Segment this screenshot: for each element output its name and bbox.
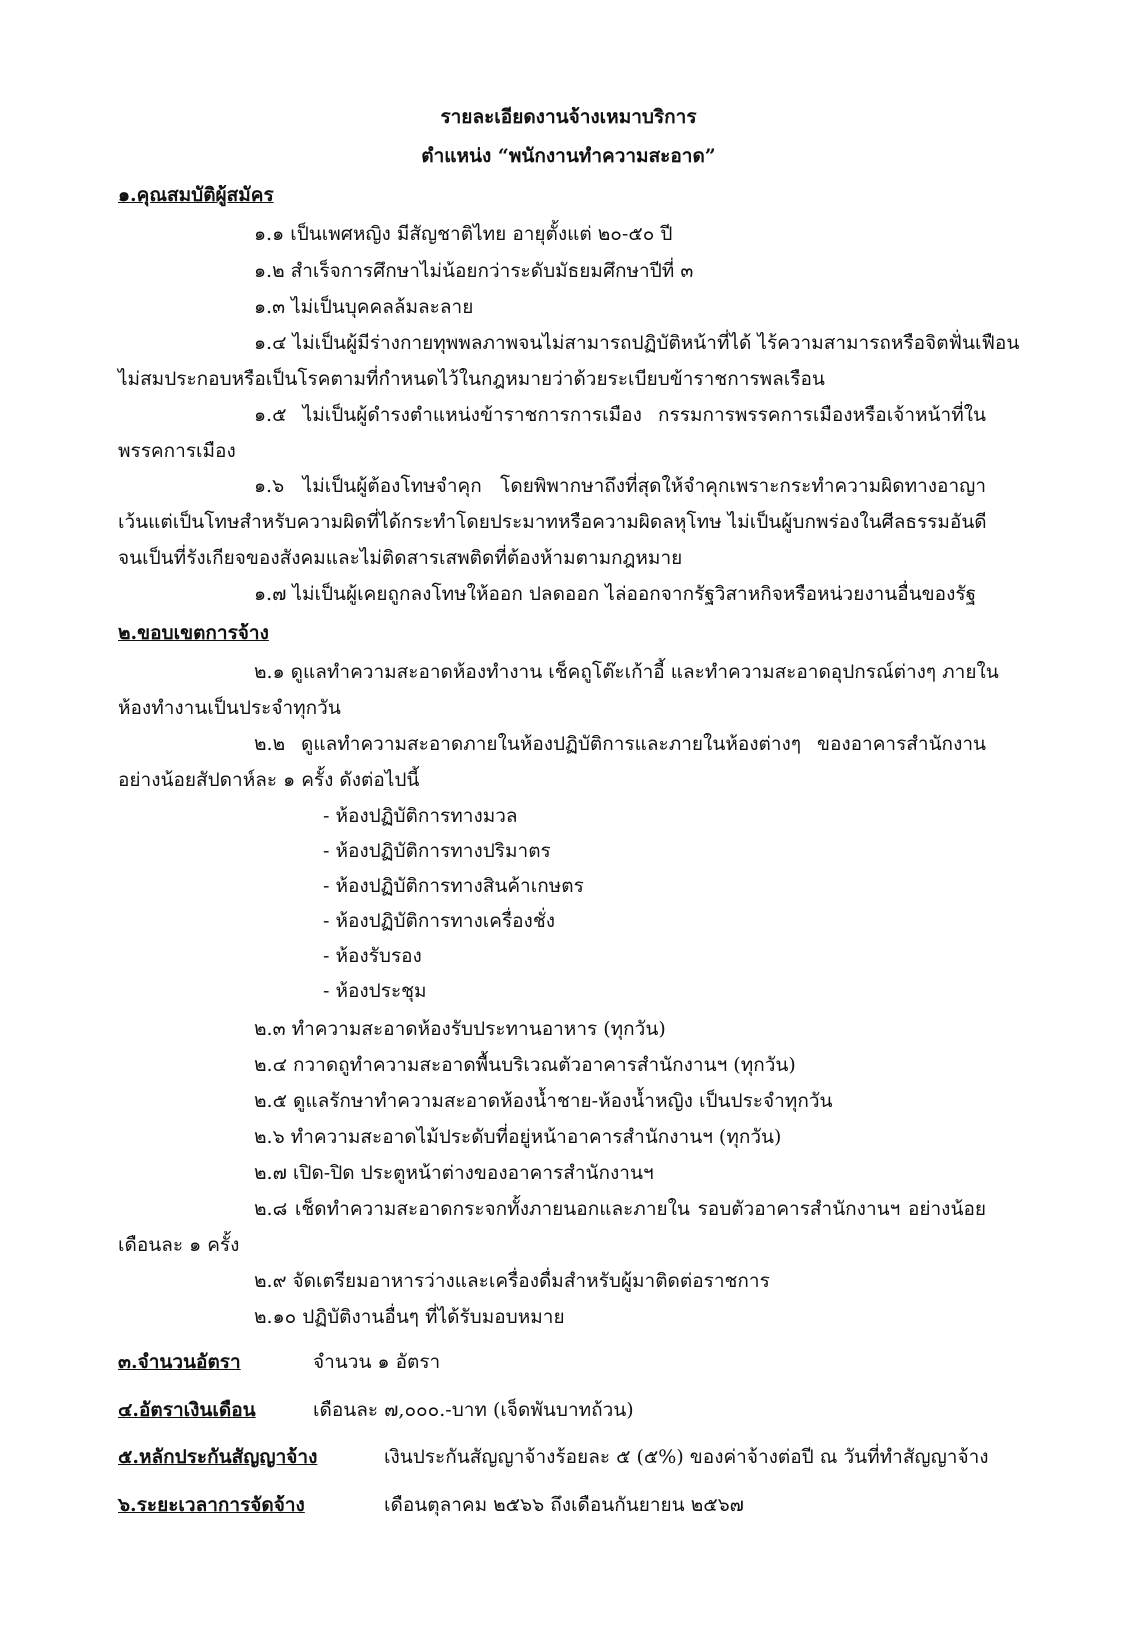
section6-heading: ๖.ระยะเวลาการจัดจ้าง	[118, 1494, 305, 1516]
section2-item: ๒.๒ ดูแลทำความสะอาดภายในห้องปฏิบัติการและภายในห้องต่างๆ ของอาคารสำนักงาน	[254, 733, 986, 755]
room-list-item: - ห้องประชุม	[323, 980, 427, 1002]
section2-item-continued: ห้องทำงานเป็นประจำทุกวัน	[118, 697, 341, 719]
section1-item: ๑.๒ สำเร็จการศึกษาไม่น้อยกว่าระดับมัธยมศึกษาปีที่ ๓	[254, 260, 694, 282]
salary-value: เดือนละ ๗,๐๐๐.-บาท (เจ็ดพันบาทถ้วน)	[313, 1399, 634, 1421]
section1-item: ๑.๑ เป็นเพศหญิง มีสัญชาติไทย อายุตั้งแต่ ๒๐-๕๐ ปี	[254, 223, 673, 245]
section1-item: ๑.๔ ไม่เป็นผู้มีร่างกายทุพพลภาพจนไม่สามารถปฏิบัติหน้าที่ได้ ไร้ความสามารถหรือจิตฟั่นเฟือน	[254, 332, 1020, 354]
section1-heading: ๑.คุณสมบัติผู้สมัคร	[118, 184, 274, 206]
section5-heading: ๕.หลักประกันสัญญาจ้าง	[118, 1446, 318, 1468]
section2-item: ๒.๑ ดูแลทำความสะอาดห้องทำงาน เช็คถูโต๊ะเก้าอี้ และทำความสะอาดอุปกรณ์ต่างๆ ภายใน	[254, 661, 999, 683]
room-list-item: - ห้องปฏิบัติการทางสินค้าเกษตร	[323, 875, 584, 897]
section2-item: ๒.๗ เปิด-ปิด ประตูหน้าต่างของอาคารสำนักงานฯ	[254, 1162, 654, 1184]
section2-item: ๒.๔ กวาดถูทำความสะอาดพื้นบริเวณตัวอาคารสำนักงานฯ (ทุกวัน)	[254, 1054, 796, 1076]
contract-guarantee-value: เงินประกันสัญญาจ้างร้อยละ ๕ (๕%) ของค่าจ้างต่อปี ณ วันที่ทำสัญญาจ้าง	[384, 1446, 989, 1468]
room-list-item: - ห้องปฏิบัติการทางมวล	[323, 805, 518, 827]
document-subtitle: ตำแหน่ง “พนักงานทำความสะอาด”	[421, 145, 716, 167]
room-list-item: - ห้องปฏิบัติการทางเครื่องชั่ง	[323, 910, 556, 932]
section3-heading: ๓.จำนวนอัตรา	[118, 1351, 241, 1373]
section2-item: ๒.๓ ทำความสะอาดห้องรับประทานอาหาร (ทุกวัน)	[254, 1018, 666, 1040]
section2-item: ๒.๑๐ ปฏิบัติงานอื่นๆ ที่ได้รับมอบหมาย	[254, 1306, 565, 1328]
document-title: รายละเอียดงานจ้างเหมาบริการ	[440, 106, 697, 128]
section1-item: ๑.๓ ไม่เป็นบุคคลล้มละลาย	[254, 296, 474, 318]
section2-heading: ๒.ขอบเขตการจ้าง	[118, 622, 269, 644]
section2-item: ๒.๙ จัดเตรียมอาหารว่างและเครื่องดื่มสำหรับผู้มาติดต่อราชการ	[254, 1270, 770, 1292]
contract-period-value: เดือนตุลาคม ๒๕๖๖ ถึงเดือนกันยายน ๒๕๖๗	[384, 1494, 744, 1516]
section2-item-continued: อย่างน้อยสัปดาห์ละ ๑ ครั้ง ดังต่อไปนี้	[118, 769, 420, 791]
rate-count-value: จำนวน ๑ อัตรา	[313, 1351, 441, 1373]
section2-item-continued: เดือนละ ๑ ครั้ง	[118, 1234, 240, 1256]
section1-item: ๑.๕ ไม่เป็นผู้ดำรงตำแหน่งข้าราชการการเมือง กรรมการพรรคการเมืองหรือเจ้าหน้าที่ใน	[254, 404, 986, 426]
section1-item: ๑.๗ ไม่เป็นผู้เคยถูกลงโทษให้ออก ปลดออก ไล่ออกจากรัฐวิสาหกิจหรือหน่วยงานอื่นของรัฐ	[254, 583, 977, 605]
section1-item-continued: ไม่สมประกอบหรือเป็นโรคตามที่กำหนดไว้ในกฎหมายว่าด้วยระเบียบข้าราชการพลเรือน	[118, 368, 825, 390]
section1-item: ๑.๖ ไม่เป็นผู้ต้องโทษจำคุก โดยพิพากษาถึงที่สุดให้จำคุกเพราะกระทำความผิดทางอาญา	[254, 475, 986, 497]
section1-item-continued: จนเป็นที่รังเกียจของสังคมและไม่ติดสารเสพติดที่ต้องห้ามตามกฎหมาย	[118, 547, 683, 569]
section2-item: ๒.๘ เช็ดทำความสะอาดกระจกทั้งภายนอกและภายใน รอบตัวอาคารสำนักงานฯ อย่างน้อย	[254, 1198, 986, 1220]
room-list-item: - ห้องรับรอง	[323, 945, 422, 967]
section1-item-continued: เว้นแต่เป็นโทษสำหรับความผิดที่ได้กระทำโดยประมาทหรือความผิดลหุโทษ ไม่เป็นผู้บกพร่องในศีลธรรมอันดี	[118, 511, 987, 533]
section2-item: ๒.๖ ทำความสะอาดไม้ประดับที่อยู่หน้าอาคารสำนักงานฯ (ทุกวัน)	[254, 1126, 782, 1148]
room-list-item: - ห้องปฏิบัติการทางปริมาตร	[323, 840, 551, 862]
section2-item: ๒.๕ ดูแลรักษาทำความสะอาดห้องน้ำชาย-ห้องน้ำหญิง เป็นประจำทุกวัน	[254, 1090, 833, 1112]
section4-heading: ๔.อัตราเงินเดือน	[118, 1399, 256, 1421]
section1-item-continued: พรรคการเมือง	[118, 440, 236, 462]
